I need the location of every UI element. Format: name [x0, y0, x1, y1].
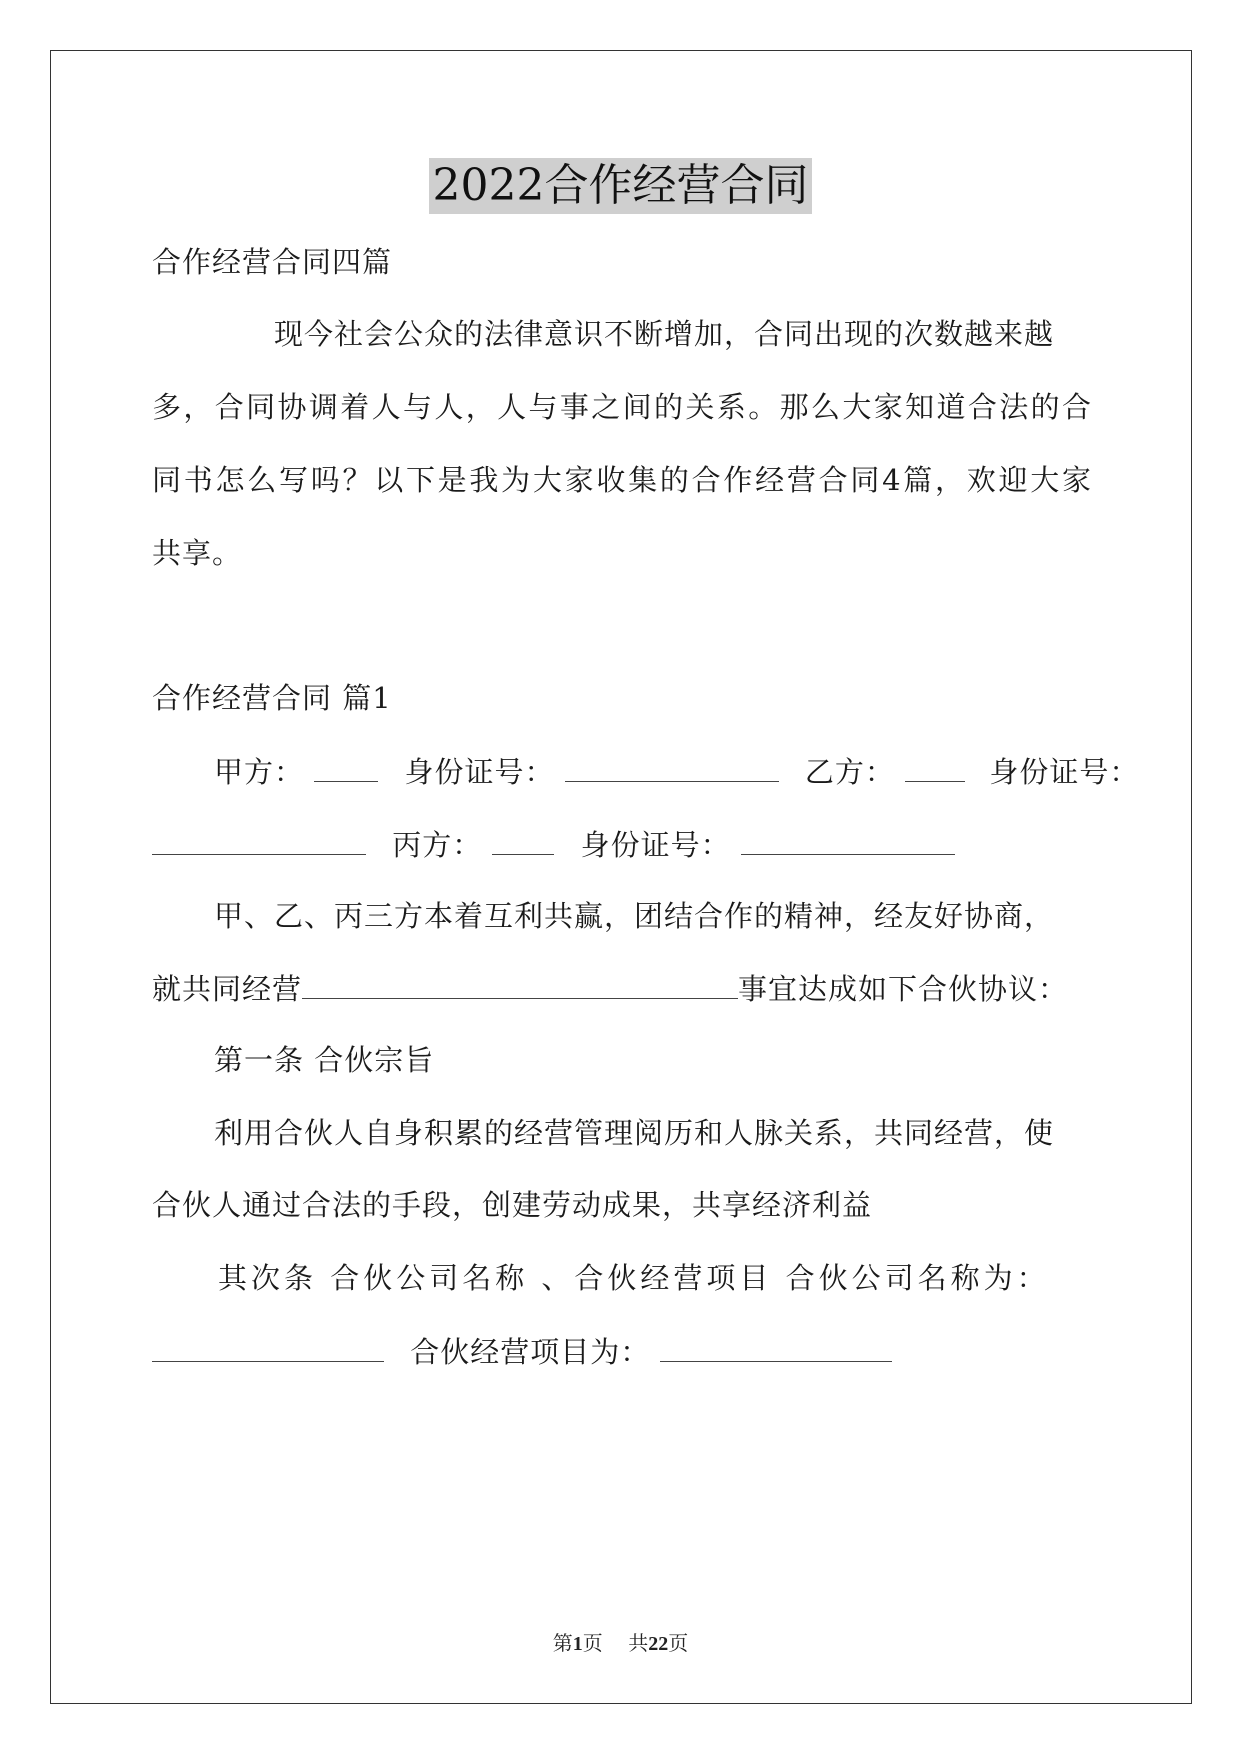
- party-c-blank[interactable]: [492, 824, 554, 855]
- article2-heading: 其次条 合伙公司名称 、合伙经营项目 合伙公司名称为：: [218, 1261, 1050, 1295]
- party-b-label: 乙方：: [804, 755, 895, 789]
- page-label-mid: 页: [582, 1631, 603, 1655]
- total-pages: 22: [648, 1633, 669, 1655]
- title-container: [0, 158, 1241, 214]
- id-a-blank[interactable]: [565, 751, 779, 782]
- company-name-blank[interactable]: [152, 1331, 384, 1362]
- business-blank[interactable]: [302, 968, 738, 999]
- article1-line-2: 合伙人通过合法的手段，创建劳动成果，共享经济利益: [152, 1188, 873, 1222]
- party-c-label: 丙方：: [392, 828, 483, 862]
- party-a-label: 甲方：: [214, 755, 305, 789]
- total-label-pre: 共: [628, 1631, 649, 1655]
- article2-line-2: [152, 1331, 1092, 1372]
- intro-line-3: 同书怎么写吗？以下是我为大家收集的合作经营合同4篇，欢迎大家: [152, 463, 1092, 497]
- page-label-pre: 第: [552, 1631, 573, 1655]
- id-label-b: 身份证号：: [989, 755, 1140, 789]
- para1-line-2-start: 就共同经营: [152, 972, 303, 1006]
- para1-line-2-end: 事宜达成如下合伙协议：: [738, 972, 1069, 1006]
- page-number: 1: [572, 1633, 583, 1655]
- parties-line-1: [214, 751, 1140, 792]
- id-b-blank[interactable]: [152, 824, 366, 855]
- article1-heading: 第一条 合伙宗旨: [214, 1043, 435, 1077]
- para1-line-2: [152, 968, 1092, 1009]
- para1-line-1: 甲、乙、丙三方本着互利共赢，团结合作的精神，经友好协商，: [214, 899, 1055, 933]
- intro-line-2: 多，合同协调着人与人，人与事之间的关系。那么大家知道合法的合: [152, 390, 1092, 424]
- business-item-label: 合伙经营项目为：: [410, 1335, 651, 1369]
- section-heading: 合作经营合同 篇1: [152, 681, 392, 715]
- id-label-c: 身份证号：: [580, 828, 731, 862]
- total-label-post: 页: [668, 1631, 689, 1655]
- article1-line-1: 利用合伙人自身积累的经营管理阅历和人脉关系，共同经营，使: [214, 1116, 1055, 1150]
- party-b-blank[interactable]: [905, 751, 965, 782]
- page-footer: [0, 1630, 1241, 1657]
- id-c-blank[interactable]: [741, 824, 955, 855]
- intro-line-1: 现今社会公众的法律意识不断增加，合同出现的次数越来越: [274, 317, 1055, 351]
- document-subtitle: 合作经营合同四篇: [152, 245, 393, 279]
- document-title: 2022合作经营合同: [429, 158, 813, 214]
- intro-line-4: 共享。: [152, 536, 243, 570]
- page-border: [50, 50, 1192, 1704]
- party-a-blank[interactable]: [314, 751, 378, 782]
- id-label-a: 身份证号：: [404, 755, 555, 789]
- parties-line-2: [152, 824, 1092, 865]
- business-item-blank[interactable]: [660, 1331, 892, 1362]
